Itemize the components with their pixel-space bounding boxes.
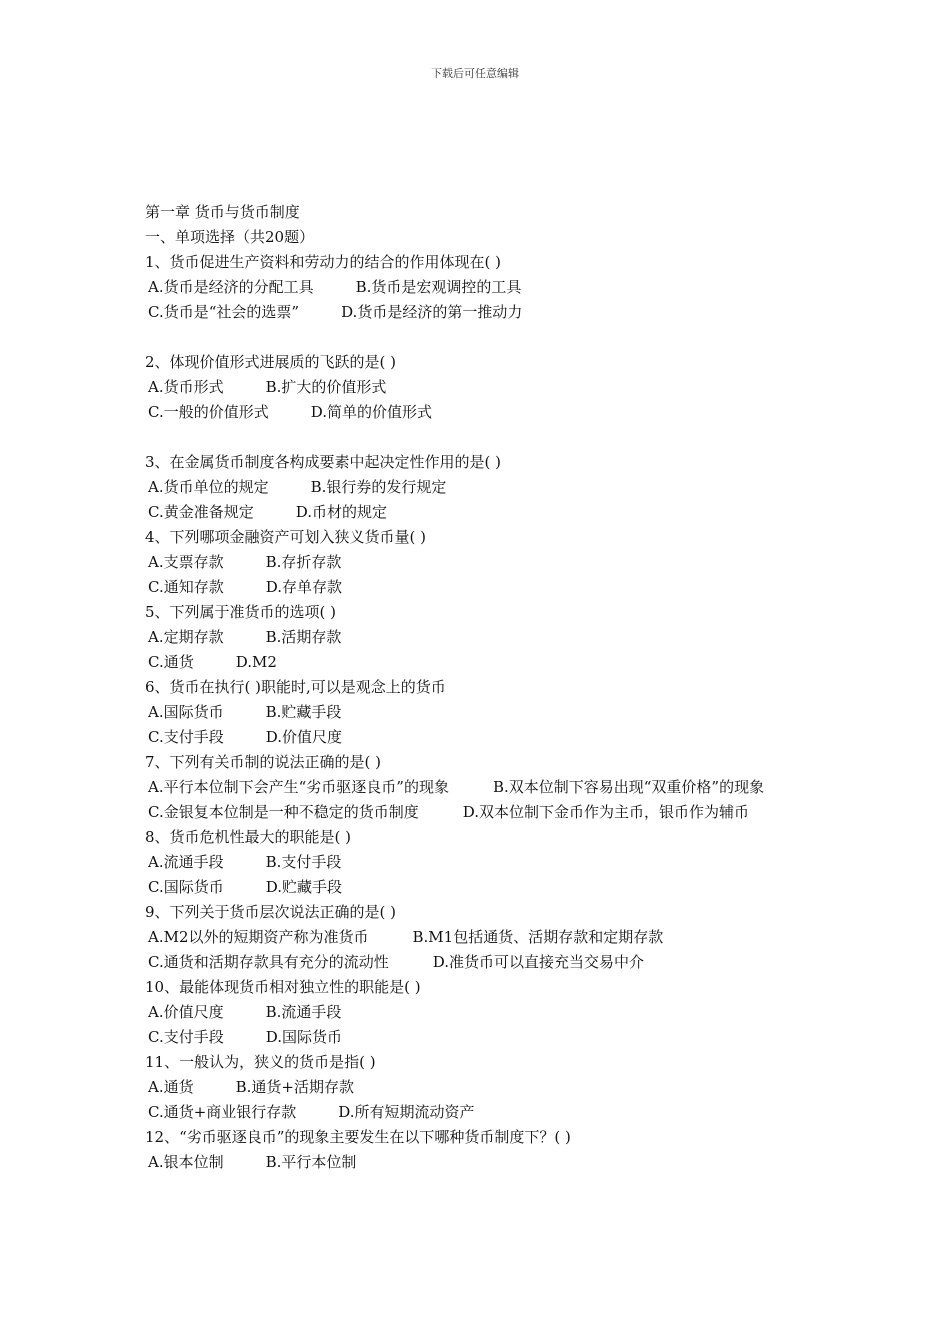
- question-text: 3、在金属货币制度各构成要素中起决定性作用的是( ): [145, 453, 502, 471]
- question-text: 6、货币在执行( )职能时,可以是观念上的货币: [145, 678, 446, 696]
- question-7: [145, 750, 815, 825]
- option-b: B.货币是宏观调控的工具: [355, 278, 522, 296]
- option-a: A.银本位制: [148, 1153, 224, 1171]
- option-row: [145, 800, 815, 825]
- question-text: 10、最能体现货币相对独立性的职能是( ): [145, 978, 421, 996]
- question-text: 8、货币危机性最大的职能是( ): [145, 828, 352, 846]
- option-c: C.支付手段: [148, 1028, 224, 1046]
- option-a: A.平行本位制下会产生“劣币驱逐良币”的现象: [148, 778, 449, 796]
- option-row: [145, 275, 815, 300]
- option-d: D.准货币可以直接充当交易中介: [432, 953, 644, 971]
- question-8: [145, 825, 815, 900]
- option-row: [145, 550, 815, 575]
- option-row: [145, 1150, 815, 1175]
- chapter-title: 第一章 货币与货币制度: [145, 203, 300, 221]
- option-a: A.国际货币: [148, 703, 224, 721]
- option-b: B.平行本位制: [265, 1153, 357, 1171]
- question-1: [145, 250, 815, 325]
- option-row: [145, 1025, 815, 1050]
- option-c: C.通货+商业银行存款: [148, 1103, 297, 1121]
- option-row: [145, 950, 815, 975]
- question-12: [145, 1125, 815, 1175]
- option-row: [145, 400, 815, 425]
- option-c: C.通知存款: [148, 578, 224, 596]
- option-row: [145, 1100, 815, 1125]
- option-d: D.贮藏手段: [265, 878, 342, 896]
- option-a: A.定期存款: [148, 628, 224, 646]
- option-d: D.存单存款: [265, 578, 342, 596]
- option-c: C.一般的价值形式: [148, 403, 269, 421]
- option-a: A.M2以外的短期资产称为准货币: [148, 928, 369, 946]
- option-b: B.贮藏手段: [265, 703, 342, 721]
- option-d: D.所有短期流动资产: [338, 1103, 475, 1121]
- question-9: [145, 900, 815, 975]
- option-d: D.货币是经济的第一推动力: [341, 303, 523, 321]
- option-d: D.双本位制下金币作为主币，银币作为辅币: [462, 803, 749, 821]
- option-row: [145, 375, 815, 400]
- question-6: [145, 675, 815, 750]
- document-body: [145, 200, 815, 1175]
- question-2: [145, 350, 815, 425]
- option-b: B.流通手段: [265, 1003, 342, 1021]
- option-a: A.货币形式: [148, 378, 224, 396]
- question-3: [145, 450, 815, 525]
- option-row: [145, 850, 815, 875]
- question-4: [145, 525, 815, 600]
- question-text: 4、下列哪项金融资产可划入狭义货币量( ): [145, 528, 427, 546]
- question-text: 5、下列属于准货币的选项( ): [145, 603, 337, 621]
- option-a: A.流通手段: [148, 853, 224, 871]
- option-d: D.国际货币: [265, 1028, 342, 1046]
- question-text: 12、“劣币驱逐良币”的现象主要发生在以下哪种货币制度下？( ): [145, 1128, 571, 1146]
- option-c: C.支付手段: [148, 728, 224, 746]
- option-a: A.货币单位的规定: [148, 478, 269, 496]
- option-row: [145, 775, 815, 800]
- option-b: B.存折存款: [265, 553, 342, 571]
- question-5: [145, 600, 815, 675]
- option-b: B.双本位制下容易出现“双重价格”的现象: [492, 778, 765, 796]
- option-row: [145, 625, 815, 650]
- option-b: B.通货+活期存款: [235, 1078, 354, 1096]
- question-10: [145, 975, 815, 1050]
- option-c: C.金银复本位制是一种不稳定的货币制度: [148, 803, 419, 821]
- section-title: 一、单项选择（共20题）: [145, 228, 315, 246]
- option-c: C.国际货币: [148, 878, 224, 896]
- question-text: 1、货币促进生产资料和劳动力的结合的作用体现在( ): [145, 253, 502, 271]
- option-a: A.货币是经济的分配工具: [148, 278, 314, 296]
- option-row: [145, 300, 815, 325]
- option-a: A.通货: [148, 1078, 194, 1096]
- option-c: C.通货: [148, 653, 194, 671]
- question-text: 9、下列关于货币层次说法正确的是( ): [145, 903, 397, 921]
- option-row: [145, 500, 815, 525]
- option-row: [145, 650, 815, 675]
- question-text: 11、一般认为，狭义的货币是指( ): [145, 1053, 376, 1071]
- option-row: [145, 475, 815, 500]
- question-text: 7、下列有关币制的说法正确的是( ): [145, 753, 382, 771]
- option-row: [145, 700, 815, 725]
- option-b: B.活期存款: [265, 628, 342, 646]
- option-row: [145, 725, 815, 750]
- option-c: C.黄金准备规定: [148, 503, 254, 521]
- option-d: D.M2: [235, 653, 277, 671]
- option-d: D.币材的规定: [295, 503, 387, 521]
- option-row: [145, 1000, 815, 1025]
- option-row: [145, 925, 815, 950]
- page-header-note: 下载后可任意编辑: [431, 67, 519, 80]
- option-c: C.通货和活期存款具有充分的流动性: [148, 953, 389, 971]
- option-a: A.价值尺度: [148, 1003, 224, 1021]
- option-a: A.支票存款: [148, 553, 224, 571]
- option-row: [145, 575, 815, 600]
- question-11: [145, 1050, 815, 1125]
- question-text: 2、体现价值形式进展质的飞跃的是( ): [145, 353, 397, 371]
- option-d: D.价值尺度: [265, 728, 342, 746]
- option-d: D.简单的价值形式: [310, 403, 432, 421]
- option-b: B.支付手段: [265, 853, 342, 871]
- option-b: B.M1包括通货、活期存款和定期存款: [412, 928, 664, 946]
- option-row: [145, 1075, 815, 1100]
- option-b: B.扩大的价值形式: [265, 378, 387, 396]
- option-c: C.货币是“社会的选票”: [148, 303, 300, 321]
- option-b: B.银行券的发行规定: [310, 478, 447, 496]
- option-row: [145, 875, 815, 900]
